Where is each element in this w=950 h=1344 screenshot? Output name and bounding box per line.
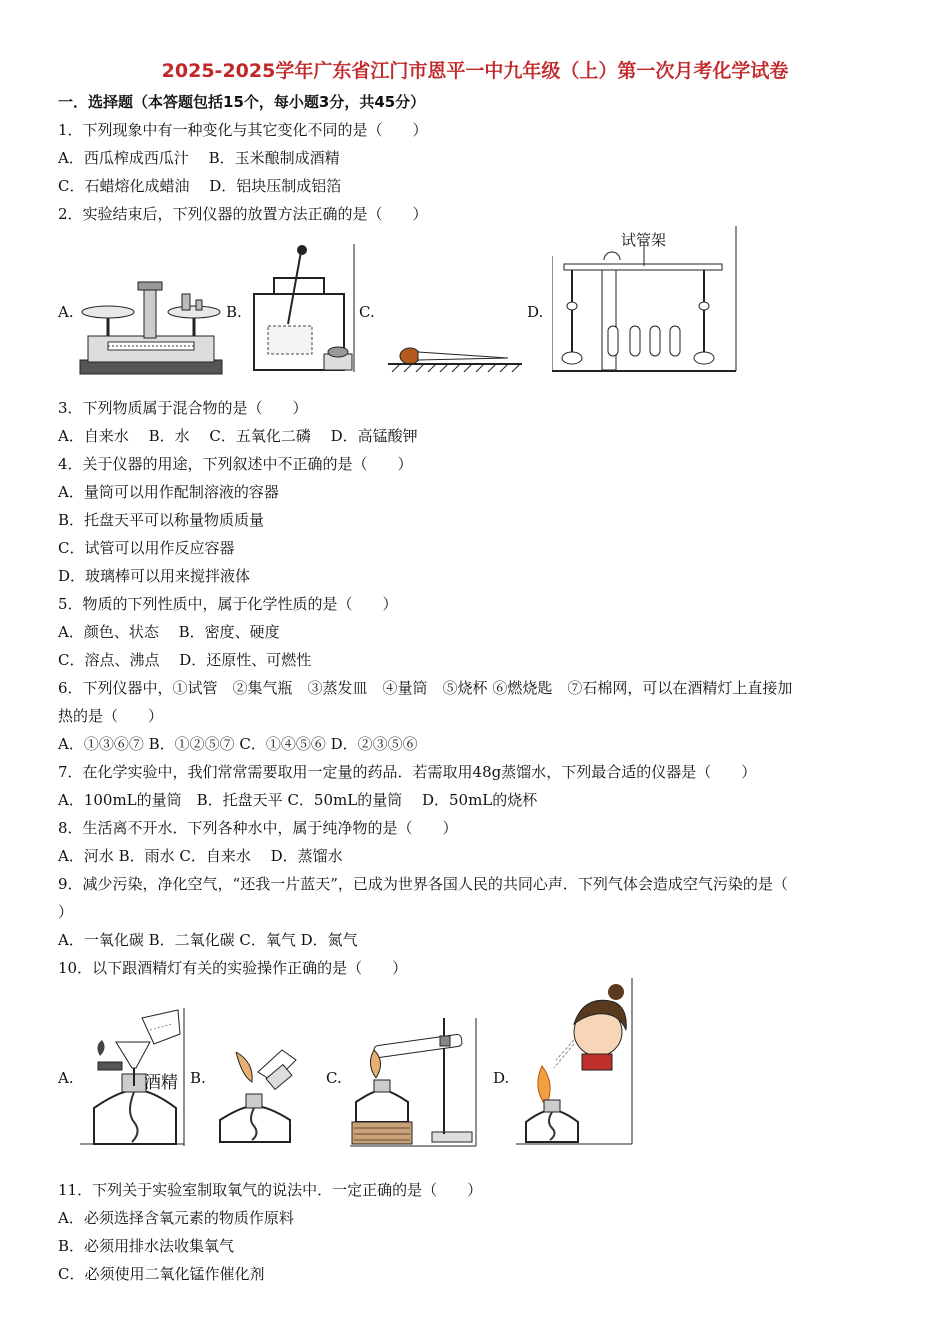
q11-option-c: C．必须使用二氧化锰作催化剂 bbox=[58, 1265, 265, 1283]
q6-stem-line2: 热的是（ ） bbox=[58, 707, 164, 725]
exam-title: 2025-2025学年广东省江门市恩平一中九年级（上）第一次月考化学试卷 bbox=[161, 60, 789, 82]
q2-option-d-label: D. bbox=[527, 303, 544, 321]
q1-stem: 1．下列现象中有一种变化与其它变化不同的是（ ） bbox=[58, 121, 428, 139]
q10-option-d-label: D. bbox=[493, 1069, 510, 1087]
q10-option-b-label: B. bbox=[190, 1069, 206, 1087]
section-heading: 一．选择题（本答题包括15个，每小题3分，共45分） bbox=[58, 93, 426, 111]
q11-option-a: A．必须选择含氧元素的物质作原料 bbox=[58, 1209, 294, 1227]
q4-option-d: D．玻璃棒可以用来搅拌液体 bbox=[58, 567, 251, 585]
q4-stem: 4．关于仪器的用途，下列叙述中不正确的是（ ） bbox=[58, 455, 413, 473]
q2-option-b-label: B. bbox=[226, 303, 242, 321]
q8-options-row1: A．河水 B．雨水 C．自来水 D．蒸馏水 bbox=[58, 847, 343, 865]
q5-options-row1: A．颜色、状态 B．密度、硬度 bbox=[58, 623, 280, 641]
heat-test-tube-figure bbox=[350, 1018, 480, 1148]
q3-stem: 3．下列物质属于混合物的是（ ） bbox=[58, 399, 308, 417]
q5-stem: 5．物质的下列性质中，属于化学性质的是（ ） bbox=[58, 595, 398, 613]
q10-stem: 10．以下跟酒精灯有关的实验操作正确的是（ ） bbox=[58, 959, 408, 977]
blow-out-flame-figure bbox=[516, 978, 634, 1146]
q2-option-a-label: A. bbox=[58, 303, 74, 321]
rack-label: 试管架 bbox=[621, 231, 667, 249]
q6-options-row1: A．①③⑥⑦ B．①②⑤⑦ C．①④⑤⑥ D．②③⑤⑥ bbox=[58, 735, 418, 753]
q11-stem: 11．下列关于实验室制取氧气的说法中．一定正确的是（ ） bbox=[58, 1181, 483, 1199]
alcohol-label: 酒精 bbox=[144, 1073, 178, 1093]
q1-options-row1: A．西瓜榨成西瓜汁 B．玉米酿制成酒精 bbox=[58, 149, 340, 167]
q10-option-c-label: C. bbox=[326, 1069, 342, 1087]
q4-option-b: B．托盘天平可以称量物质质量 bbox=[58, 511, 265, 529]
light-lamp-from-lamp-figure bbox=[212, 1044, 308, 1144]
q5-options-row2: C．溶点、沸点 D．还原性、可燃性 bbox=[58, 651, 312, 669]
q3-options-row1: A．自来水 B．水 C．五氧化二磷 D．高锰酸钾 bbox=[58, 427, 418, 445]
q4-option-c: C．试管可以用作反应容器 bbox=[58, 539, 235, 557]
q9-stem-line1: 9．减少污染，净化空气，“还我一片蓝天”，已成为世界各国人民的共同心声．下列气体会造成空气污染的是（ bbox=[58, 875, 788, 893]
reagent-bottle-figure bbox=[246, 244, 358, 372]
q11-option-b: B．必须用排水法收集氧气 bbox=[58, 1237, 235, 1255]
balance-figure bbox=[78, 280, 224, 376]
q10-option-a-label: A. bbox=[58, 1069, 74, 1087]
q9-options-row1: A．一氧化碳 B．二氧化碳 C．氧气 D．氮气 bbox=[58, 931, 358, 949]
q1-options-row2: C．石蜡熔化成蜡油 D．铝块压制成铝箔 bbox=[58, 177, 342, 195]
q9-stem-line2: ） bbox=[58, 903, 74, 921]
q7-stem: 7．在化学实验中，我们常常需要取用一定量的药品．若需取用48g蒸馏水，下列最合适的仪器是（ ） bbox=[58, 763, 757, 781]
q8-stem: 8．生活离不开水．下列各种水中，属于纯净物的是（ ） bbox=[58, 819, 458, 837]
q2-stem: 2．实验结束后，下列仪器的放置方法正确的是（ ） bbox=[58, 205, 428, 223]
q7-options-row1: A．100mL的量筒 B．托盘天平 C．50mL的量筒 D．50mL的烧杯 bbox=[58, 791, 538, 809]
dropper-on-table-figure bbox=[388, 334, 522, 374]
q4-option-a: A．量筒可以用作配制溶液的容器 bbox=[58, 483, 279, 501]
q2-option-c-label: C. bbox=[359, 303, 375, 321]
q6-stem-line1: 6．下列仪器中，①试管 ②集气瓶 ③蒸发皿 ④量筒 ⑤烧杯 ⑥燃烧匙 ⑦石棉网，可以在酒精灯上直接加 bbox=[58, 679, 793, 697]
